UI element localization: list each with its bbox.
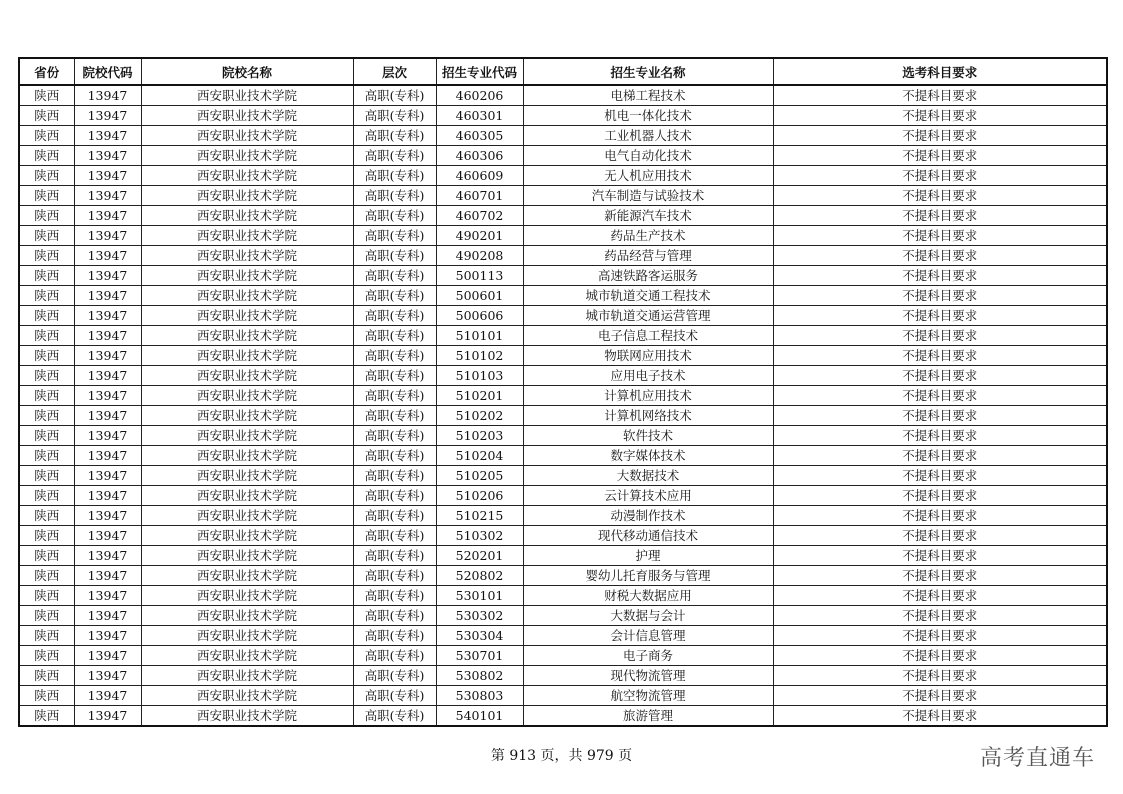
province-cell: 陕西 (19, 426, 74, 446)
level-cell: 高职(专科) (353, 286, 436, 306)
major-name-cell: 城市轨道交通运营管理 (523, 306, 773, 326)
subject-requirement-cell: 不提科目要求 (773, 246, 1107, 266)
table-row (19, 166, 1107, 186)
school-name-cell: 西安职业技术学院 (141, 286, 353, 306)
subject-requirement-cell: 不提科目要求 (773, 426, 1107, 446)
school-name-cell: 西安职业技术学院 (141, 206, 353, 226)
major-name-cell: 工业机器人技术 (523, 126, 773, 146)
school-code-cell: 13947 (74, 466, 141, 486)
school-name-cell: 西安职业技术学院 (141, 706, 353, 727)
school-name-cell: 西安职业技术学院 (141, 126, 353, 146)
subject-requirement-cell: 不提科目要求 (773, 446, 1107, 466)
subject-requirement-cell: 不提科目要求 (773, 686, 1107, 706)
table-row (19, 306, 1107, 326)
table-row (19, 406, 1107, 426)
level-cell: 高职(专科) (353, 85, 436, 106)
province-cell: 陕西 (19, 346, 74, 366)
school-code-cell: 13947 (74, 206, 141, 226)
school-name-cell: 西安职业技术学院 (141, 566, 353, 586)
major-code-cell: 460609 (436, 166, 523, 186)
major-name-cell: 电子商务 (523, 646, 773, 666)
level-cell: 高职(专科) (353, 306, 436, 326)
school-name-cell: 西安职业技术学院 (141, 166, 353, 186)
school-code-cell: 13947 (74, 686, 141, 706)
school-code-cell: 13947 (74, 406, 141, 426)
major-code-cell: 520802 (436, 566, 523, 586)
province-cell: 陕西 (19, 126, 74, 146)
school-name-cell: 西安职业技术学院 (141, 106, 353, 126)
major-name-cell: 软件技术 (523, 426, 773, 446)
school-code-cell: 13947 (74, 306, 141, 326)
province-cell: 陕西 (19, 686, 74, 706)
major-code-cell: 510103 (436, 366, 523, 386)
level-cell: 高职(专科) (353, 706, 436, 727)
province-cell: 陕西 (19, 306, 74, 326)
province-cell: 陕西 (19, 166, 74, 186)
subject-requirement-cell: 不提科目要求 (773, 606, 1107, 626)
school-name-cell: 西安职业技术学院 (141, 366, 353, 386)
province-cell: 陕西 (19, 626, 74, 646)
subject-requirement-cell: 不提科目要求 (773, 466, 1107, 486)
province-cell: 陕西 (19, 446, 74, 466)
table-row (19, 85, 1107, 106)
major-name-cell: 云计算技术应用 (523, 486, 773, 506)
table-row (19, 146, 1107, 166)
major-code-cell: 460702 (436, 206, 523, 226)
major-code-cell: 520201 (436, 546, 523, 566)
subject-requirement-cell: 不提科目要求 (773, 326, 1107, 346)
province-cell: 陕西 (19, 486, 74, 506)
school-code-header: 院校代码 (74, 58, 141, 85)
major-name-cell: 护理 (523, 546, 773, 566)
table-row (19, 366, 1107, 386)
major-code-cell: 540101 (436, 706, 523, 727)
subject-requirement-cell: 不提科目要求 (773, 566, 1107, 586)
page-number: 第 913 页，共 979 页 (490, 748, 633, 764)
major-code-cell: 510202 (436, 406, 523, 426)
table-row (19, 486, 1107, 506)
school-code-cell: 13947 (74, 626, 141, 646)
level-cell: 高职(专科) (353, 166, 436, 186)
school-code-cell: 13947 (74, 526, 141, 546)
school-code-cell: 13947 (74, 426, 141, 446)
major-code-cell: 530802 (436, 666, 523, 686)
province-cell: 陕西 (19, 246, 74, 266)
school-name-cell: 西安职业技术学院 (141, 446, 353, 466)
subject-requirement-cell: 不提科目要求 (773, 146, 1107, 166)
school-code-cell: 13947 (74, 226, 141, 246)
school-name-cell: 西安职业技术学院 (141, 466, 353, 486)
level-cell: 高职(专科) (353, 246, 436, 266)
major-code-cell: 510302 (436, 526, 523, 546)
table-row (19, 626, 1107, 646)
major-name-cell: 药品经营与管理 (523, 246, 773, 266)
major-code-cell: 460301 (436, 106, 523, 126)
school-code-cell: 13947 (74, 146, 141, 166)
major-code-cell: 510201 (436, 386, 523, 406)
school-code-cell: 13947 (74, 326, 141, 346)
province-cell: 陕西 (19, 406, 74, 426)
level-cell: 高职(专科) (353, 426, 436, 446)
school-name-cell: 西安职业技术学院 (141, 606, 353, 626)
major-code-cell: 530803 (436, 686, 523, 706)
province-cell: 陕西 (19, 706, 74, 727)
table-row (19, 186, 1107, 206)
table-row (19, 326, 1107, 346)
level-cell: 高职(专科) (353, 686, 436, 706)
level-cell: 高职(专科) (353, 326, 436, 346)
table-row (19, 226, 1107, 246)
level-cell: 高职(专科) (353, 386, 436, 406)
school-name-cell: 西安职业技术学院 (141, 506, 353, 526)
school-code-cell: 13947 (74, 366, 141, 386)
subject-requirement-cell: 不提科目要求 (773, 626, 1107, 646)
major-name-cell: 新能源汽车技术 (523, 206, 773, 226)
level-cell: 高职(专科) (353, 506, 436, 526)
major-name-cell: 电气自动化技术 (523, 146, 773, 166)
major-name-cell: 计算机应用技术 (523, 386, 773, 406)
table-row (19, 546, 1107, 566)
major-code-cell: 510206 (436, 486, 523, 506)
table-header-row (19, 58, 1107, 85)
school-name-cell: 西安职业技术学院 (141, 646, 353, 666)
subject-requirement-cell: 不提科目要求 (773, 646, 1107, 666)
school-code-cell: 13947 (74, 126, 141, 146)
subject-requirement-cell: 不提科目要求 (773, 186, 1107, 206)
level-cell: 高职(专科) (353, 606, 436, 626)
subject-requirement-cell: 不提科目要求 (773, 386, 1107, 406)
province-cell: 陕西 (19, 386, 74, 406)
level-cell: 高职(专科) (353, 206, 436, 226)
level-header: 层次 (353, 58, 436, 85)
table-row (19, 566, 1107, 586)
school-name-cell: 西安职业技术学院 (141, 186, 353, 206)
level-cell: 高职(专科) (353, 126, 436, 146)
subject-requirement-cell: 不提科目要求 (773, 106, 1107, 126)
province-cell: 陕西 (19, 85, 74, 106)
level-cell: 高职(专科) (353, 666, 436, 686)
major-code-cell: 510102 (436, 346, 523, 366)
school-name-cell: 西安职业技术学院 (141, 386, 353, 406)
subject-requirement-cell: 不提科目要求 (773, 526, 1107, 546)
province-cell: 陕西 (19, 226, 74, 246)
major-name-cell: 应用电子技术 (523, 366, 773, 386)
major-code-cell: 500601 (436, 286, 523, 306)
table-row (19, 606, 1107, 626)
subject-requirement-cell: 不提科目要求 (773, 546, 1107, 566)
subject-requirement-cell: 不提科目要求 (773, 366, 1107, 386)
school-code-cell: 13947 (74, 506, 141, 526)
major-name-cell: 高速铁路客运服务 (523, 266, 773, 286)
table-row (19, 206, 1107, 226)
province-cell: 陕西 (19, 326, 74, 346)
major-name-cell: 现代移动通信技术 (523, 526, 773, 546)
subject-requirement-cell: 不提科目要求 (773, 506, 1107, 526)
level-cell: 高职(专科) (353, 646, 436, 666)
major-code-cell: 530302 (436, 606, 523, 626)
level-cell: 高职(专科) (353, 446, 436, 466)
subject-requirement-cell: 不提科目要求 (773, 706, 1107, 727)
admission-table (18, 57, 1108, 727)
school-name-cell: 西安职业技术学院 (141, 686, 353, 706)
major-name-cell: 物联网应用技术 (523, 346, 773, 366)
table-row (19, 446, 1107, 466)
level-cell: 高职(专科) (353, 186, 436, 206)
subject-requirement-cell: 不提科目要求 (773, 486, 1107, 506)
province-cell: 陕西 (19, 586, 74, 606)
major-name-cell: 药品生产技术 (523, 226, 773, 246)
major-code-cell: 460206 (436, 85, 523, 106)
major-name-cell: 城市轨道交通工程技术 (523, 286, 773, 306)
table-row (19, 106, 1107, 126)
major-name-header: 招生专业名称 (523, 58, 773, 85)
table-body (19, 85, 1107, 726)
major-name-cell: 无人机应用技术 (523, 166, 773, 186)
school-code-cell: 13947 (74, 566, 141, 586)
major-code-cell: 500606 (436, 306, 523, 326)
school-code-cell: 13947 (74, 246, 141, 266)
major-code-cell: 510215 (436, 506, 523, 526)
school-code-cell: 13947 (74, 166, 141, 186)
school-code-cell: 13947 (74, 546, 141, 566)
school-name-cell: 西安职业技术学院 (141, 326, 353, 346)
major-code-cell: 500113 (436, 266, 523, 286)
major-name-cell: 大数据技术 (523, 466, 773, 486)
major-name-cell: 财税大数据应用 (523, 586, 773, 606)
table-row (19, 286, 1107, 306)
level-cell: 高职(专科) (353, 226, 436, 246)
level-cell: 高职(专科) (353, 366, 436, 386)
province-cell: 陕西 (19, 146, 74, 166)
school-code-cell: 13947 (74, 646, 141, 666)
major-code-cell: 490208 (436, 246, 523, 266)
major-code-cell: 490201 (436, 226, 523, 246)
major-code-cell: 530304 (436, 626, 523, 646)
level-cell: 高职(专科) (353, 486, 436, 506)
major-code-cell: 510203 (436, 426, 523, 446)
major-name-cell: 旅游管理 (523, 706, 773, 727)
major-name-cell: 机电一体化技术 (523, 106, 773, 126)
major-code-cell: 530101 (436, 586, 523, 606)
major-name-cell: 动漫制作技术 (523, 506, 773, 526)
school-name-header: 院校名称 (141, 58, 353, 85)
school-name-cell: 西安职业技术学院 (141, 346, 353, 366)
table-row (19, 346, 1107, 366)
major-name-cell: 现代物流管理 (523, 666, 773, 686)
subject-requirement-cell: 不提科目要求 (773, 586, 1107, 606)
major-name-cell: 会计信息管理 (523, 626, 773, 646)
major-name-cell: 汽车制造与试验技术 (523, 186, 773, 206)
province-cell: 陕西 (19, 366, 74, 386)
school-name-cell: 西安职业技术学院 (141, 306, 353, 326)
school-name-cell: 西安职业技术学院 (141, 526, 353, 546)
subject-requirement-cell: 不提科目要求 (773, 406, 1107, 426)
subject-requirement-cell: 不提科目要求 (773, 85, 1107, 106)
table-row (19, 266, 1107, 286)
school-code-cell: 13947 (74, 85, 141, 106)
school-code-cell: 13947 (74, 266, 141, 286)
school-code-cell: 13947 (74, 666, 141, 686)
province-cell: 陕西 (19, 646, 74, 666)
school-code-cell: 13947 (74, 346, 141, 366)
school-name-cell: 西安职业技术学院 (141, 426, 353, 446)
major-name-cell: 数字媒体技术 (523, 446, 773, 466)
level-cell: 高职(专科) (353, 566, 436, 586)
province-cell: 陕西 (19, 466, 74, 486)
table-row (19, 586, 1107, 606)
province-cell: 陕西 (19, 666, 74, 686)
level-cell: 高职(专科) (353, 586, 436, 606)
table-row (19, 506, 1107, 526)
level-cell: 高职(专科) (353, 406, 436, 426)
level-cell: 高职(专科) (353, 346, 436, 366)
school-code-cell: 13947 (74, 386, 141, 406)
table-row (19, 706, 1107, 727)
subject-requirement-cell: 不提科目要求 (773, 266, 1107, 286)
subject-requirement-cell: 不提科目要求 (773, 226, 1107, 246)
level-cell: 高职(专科) (353, 546, 436, 566)
major-code-cell: 460305 (436, 126, 523, 146)
province-cell: 陕西 (19, 286, 74, 306)
table-row (19, 426, 1107, 446)
table-row (19, 646, 1107, 666)
subject-requirement-cell: 不提科目要求 (773, 126, 1107, 146)
school-code-cell: 13947 (74, 446, 141, 466)
province-header: 省份 (19, 58, 74, 85)
school-name-cell: 西安职业技术学院 (141, 486, 353, 506)
subject-requirement-cell: 不提科目要求 (773, 306, 1107, 326)
school-code-cell: 13947 (74, 486, 141, 506)
level-cell: 高职(专科) (353, 266, 436, 286)
table-row (19, 246, 1107, 266)
province-cell: 陕西 (19, 526, 74, 546)
major-name-cell: 婴幼儿托育服务与管理 (523, 566, 773, 586)
school-name-cell: 西安职业技术学院 (141, 266, 353, 286)
table-row (19, 686, 1107, 706)
subject-requirement-cell: 不提科目要求 (773, 666, 1107, 686)
major-name-cell: 大数据与会计 (523, 606, 773, 626)
school-code-cell: 13947 (74, 286, 141, 306)
major-name-cell: 航空物流管理 (523, 686, 773, 706)
school-name-cell: 西安职业技术学院 (141, 406, 353, 426)
school-name-cell: 西安职业技术学院 (141, 85, 353, 106)
province-cell: 陕西 (19, 106, 74, 126)
school-code-cell: 13947 (74, 106, 141, 126)
province-cell: 陕西 (19, 186, 74, 206)
province-cell: 陕西 (19, 266, 74, 286)
major-name-cell: 电子信息工程技术 (523, 326, 773, 346)
major-name-cell: 计算机网络技术 (523, 406, 773, 426)
province-cell: 陕西 (19, 566, 74, 586)
table-row (19, 526, 1107, 546)
subject-requirement-cell: 不提科目要求 (773, 286, 1107, 306)
province-cell: 陕西 (19, 546, 74, 566)
major-code-cell: 460306 (436, 146, 523, 166)
school-name-cell: 西安职业技术学院 (141, 666, 353, 686)
school-name-cell: 西安职业技术学院 (141, 586, 353, 606)
major-code-cell: 460701 (436, 186, 523, 206)
school-code-cell: 13947 (74, 586, 141, 606)
school-name-cell: 西安职业技术学院 (141, 226, 353, 246)
table-row (19, 666, 1107, 686)
school-name-cell: 西安职业技术学院 (141, 146, 353, 166)
province-cell: 陕西 (19, 506, 74, 526)
school-code-cell: 13947 (74, 606, 141, 626)
major-code-cell: 510205 (436, 466, 523, 486)
major-code-cell: 510204 (436, 446, 523, 466)
major-name-cell: 电梯工程技术 (523, 85, 773, 106)
level-cell: 高职(专科) (353, 146, 436, 166)
level-cell: 高职(专科) (353, 106, 436, 126)
level-cell: 高职(专科) (353, 626, 436, 646)
major-code-header: 招生专业代码 (436, 58, 523, 85)
table-row (19, 126, 1107, 146)
province-cell: 陕西 (19, 606, 74, 626)
province-cell: 陕西 (19, 206, 74, 226)
subject-requirement-cell: 不提科目要求 (773, 346, 1107, 366)
subject-requirement-cell: 不提科目要求 (773, 166, 1107, 186)
level-cell: 高职(专科) (353, 466, 436, 486)
level-cell: 高职(专科) (353, 526, 436, 546)
school-code-cell: 13947 (74, 706, 141, 727)
subject-requirement-cell: 不提科目要求 (773, 206, 1107, 226)
watermark-text: 高考直通车 (979, 746, 1095, 771)
major-code-cell: 530701 (436, 646, 523, 666)
table-row (19, 466, 1107, 486)
major-code-cell: 510101 (436, 326, 523, 346)
school-name-cell: 西安职业技术学院 (141, 246, 353, 266)
school-name-cell: 西安职业技术学院 (141, 546, 353, 566)
subject-requirement-header: 选考科目要求 (773, 58, 1107, 85)
table-row (19, 386, 1107, 406)
school-code-cell: 13947 (74, 186, 141, 206)
school-name-cell: 西安职业技术学院 (141, 626, 353, 646)
